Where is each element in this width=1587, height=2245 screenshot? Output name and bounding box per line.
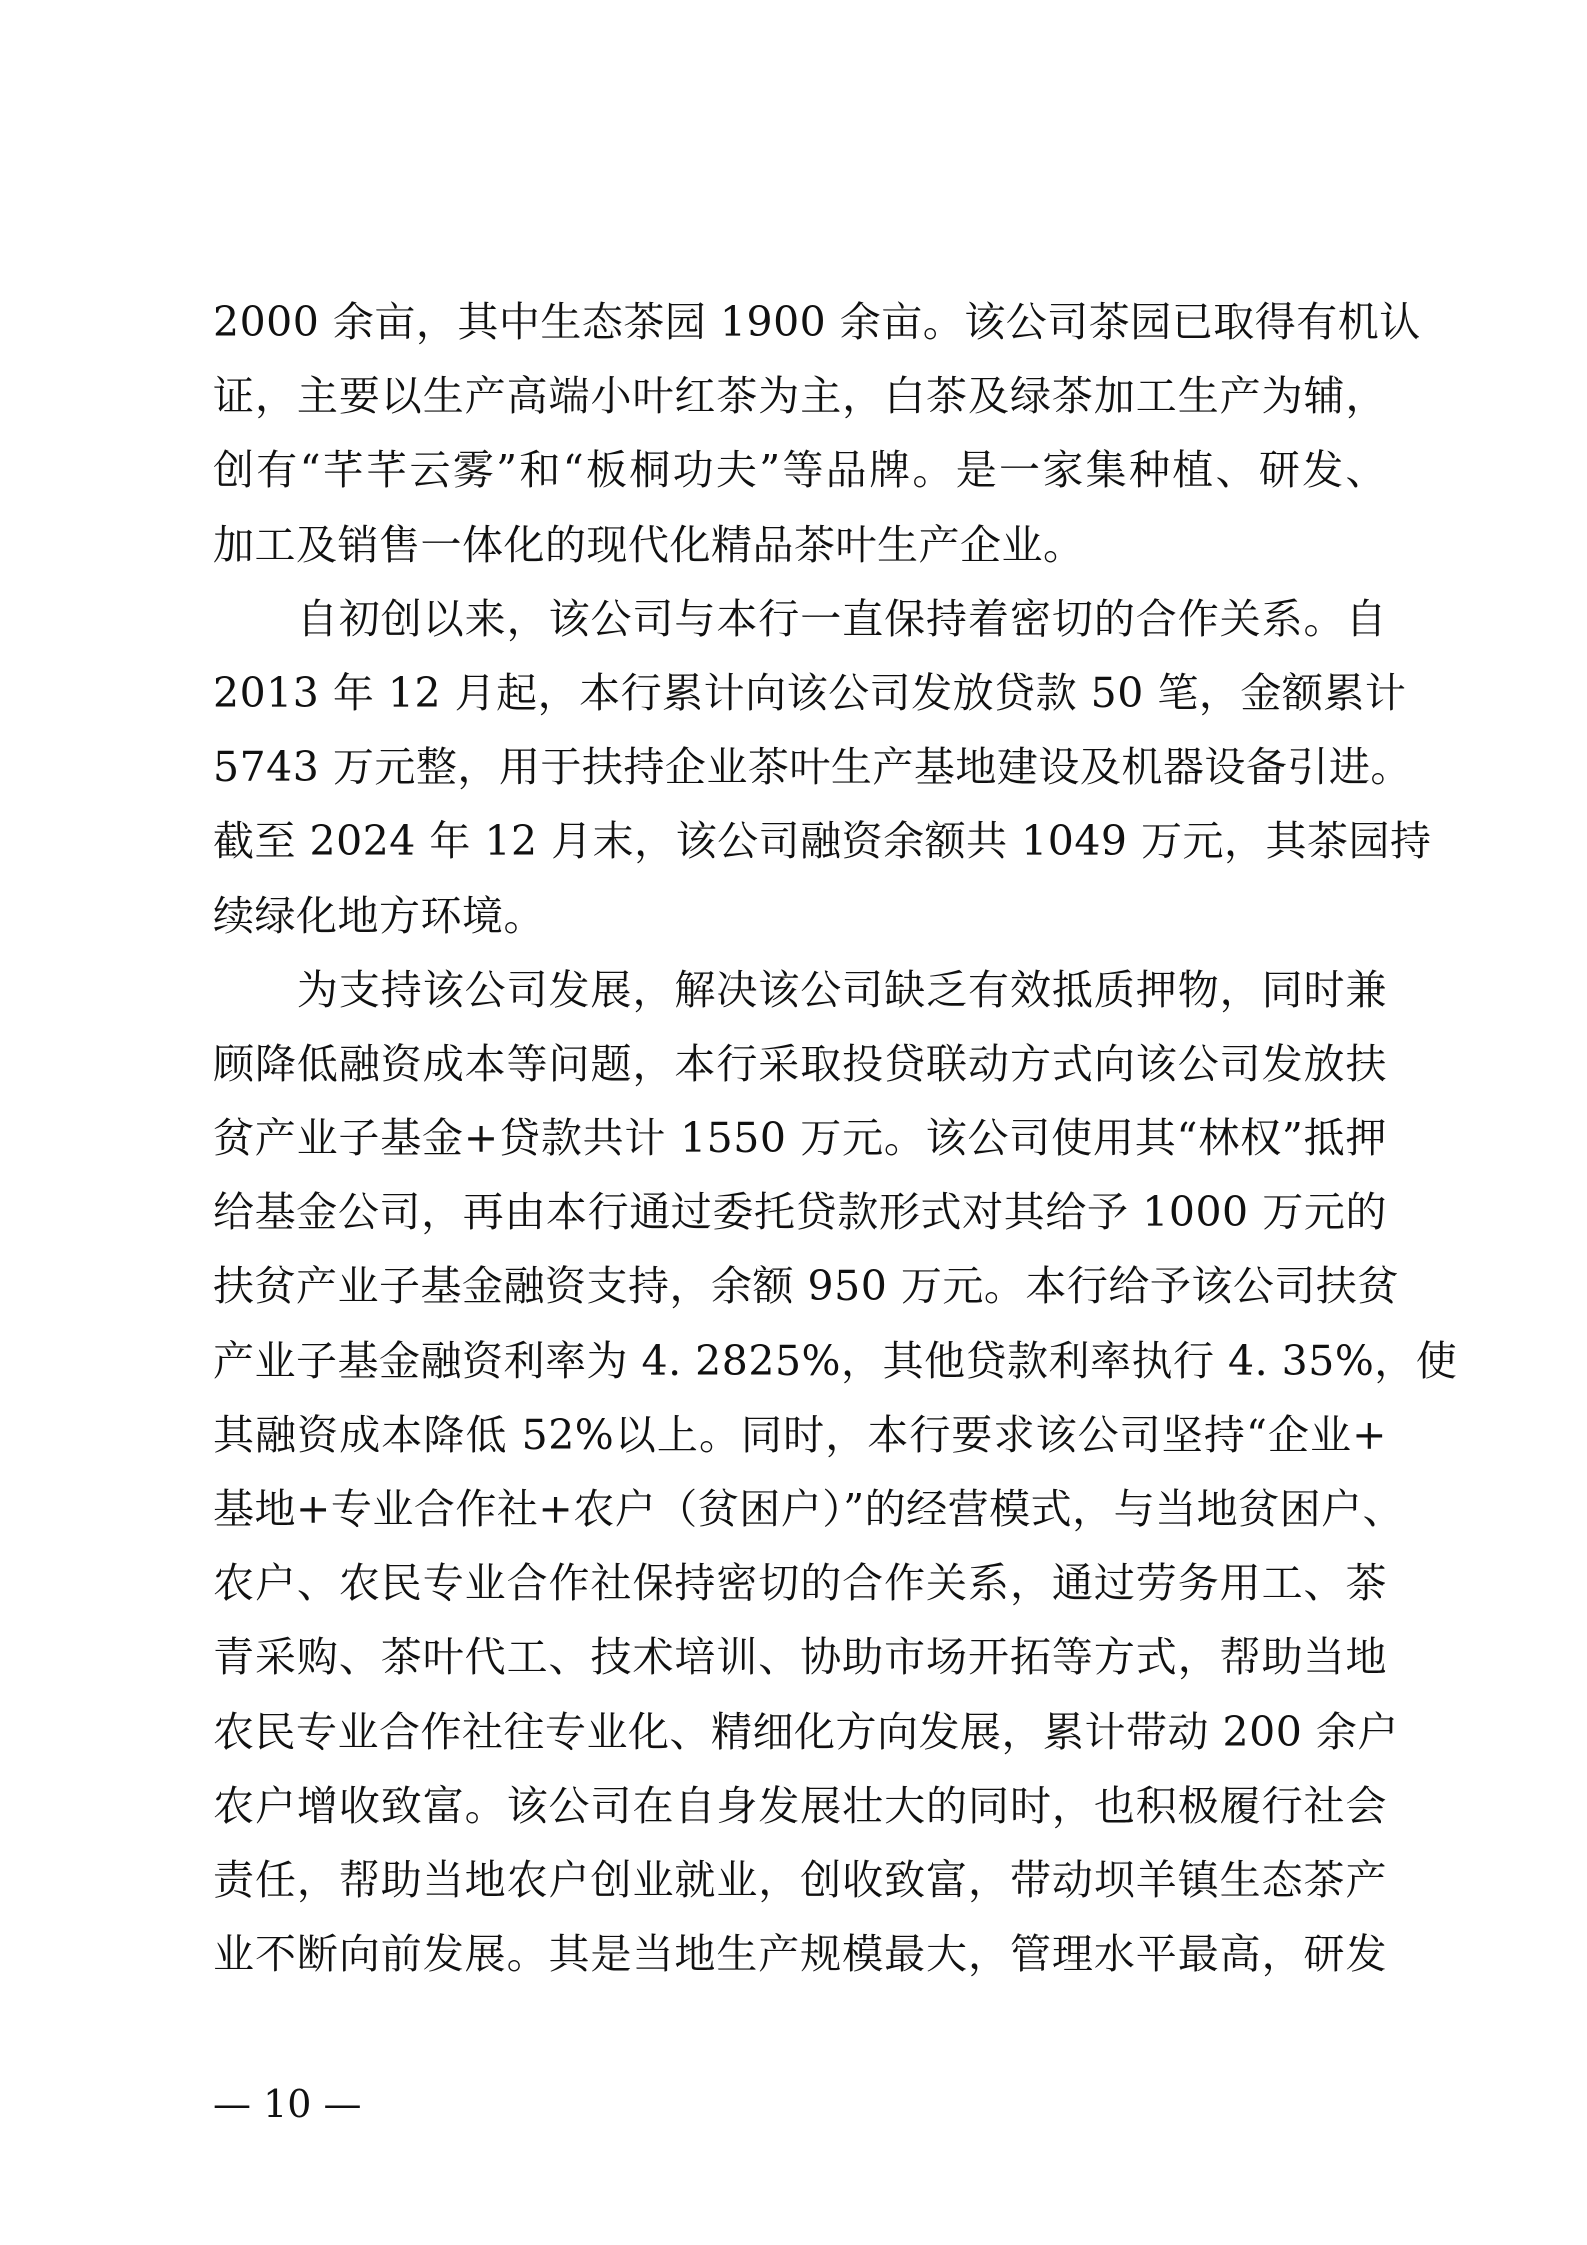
text-line: 2013 年 12 月起，本行累计向该公司发放贷款 50 笔，金额累计: [213, 668, 1407, 717]
text-line: 为支持该公司发展，解决该公司缺乏有效抵质押物，同时兼: [213, 965, 1387, 1014]
text-line: 产业子基金融资利率为 4. 2825%，其他贷款利率执行 4. 35%，使: [213, 1336, 1458, 1385]
text-line: 2000 余亩，其中生态茶园 1900 余亩。该公司茶园已取得有机认: [213, 298, 1421, 346]
text-line: 农户、农民专业合作社保持密切的合作关系，通过劳务用工、茶: [213, 1559, 1387, 1608]
text-line: 青采购、茶叶代工、技术培训、协助市场开拓等方式，帮助当地: [213, 1633, 1387, 1682]
text-line: 农户增收致富。该公司在自身发展壮大的同时，也积极履行社会: [213, 1781, 1387, 1830]
text-line: 续绿化地方环境。: [213, 891, 545, 940]
text-line: 证，主要以生产高端小叶红茶为主，白茶及绿茶加工生产为辅，: [213, 372, 1387, 421]
text-line: 自初创以来，该公司与本行一直保持着密切的合作关系。自: [213, 594, 1387, 643]
text-line: 贫产业子基金+贷款共计 1550 万元。该公司使用其“林权”抵押: [213, 1114, 1387, 1163]
text-line: 责任，帮助当地农户创业就业，创收致富，带动坝羊镇生态茶产: [213, 1855, 1387, 1904]
text-line: 加工及销售一体化的现代化精品茶叶生产企业。: [213, 520, 1085, 569]
text-line: 5743 万元整，用于扶持企业茶叶生产基地建设及机器设备引进。: [213, 743, 1412, 792]
page-number: — 10 —: [213, 2082, 362, 2126]
text-line: 创有“芊芊云雾”和“板桐功夫”等品牌。是一家集种植、研发、: [213, 446, 1387, 495]
text-line: 基地+专业合作社+农户（贫困户）”的经营模式，与当地贫困户、: [213, 1485, 1405, 1533]
text-line: 业不断向前发展。其是当地生产规模最大，管理水平最高，研发: [213, 1930, 1387, 1979]
text-line: 扶贫产业子基金融资支持，余额 950 万元。本行给予该公司扶贫: [213, 1262, 1399, 1311]
body-text: [213, 285, 1458, 1991]
text-line: 截至 2024 年 12 月末，该公司融资余额共 1049 万元，其茶园持: [213, 817, 1432, 866]
text-line: 其融资成本降低 52%以上。同时，本行要求该公司坚持“企业+: [213, 1410, 1387, 1459]
text-line: 顾降低融资成本等问题，本行采取投贷联动方式向该公司发放扶: [213, 1039, 1387, 1088]
text-line: 农民专业合作社往专业化、精细化方向发展，累计带动 200 余户: [213, 1707, 1399, 1756]
text-line: 给基金公司，再由本行通过委托贷款形式对其给予 1000 万元的: [213, 1188, 1387, 1237]
